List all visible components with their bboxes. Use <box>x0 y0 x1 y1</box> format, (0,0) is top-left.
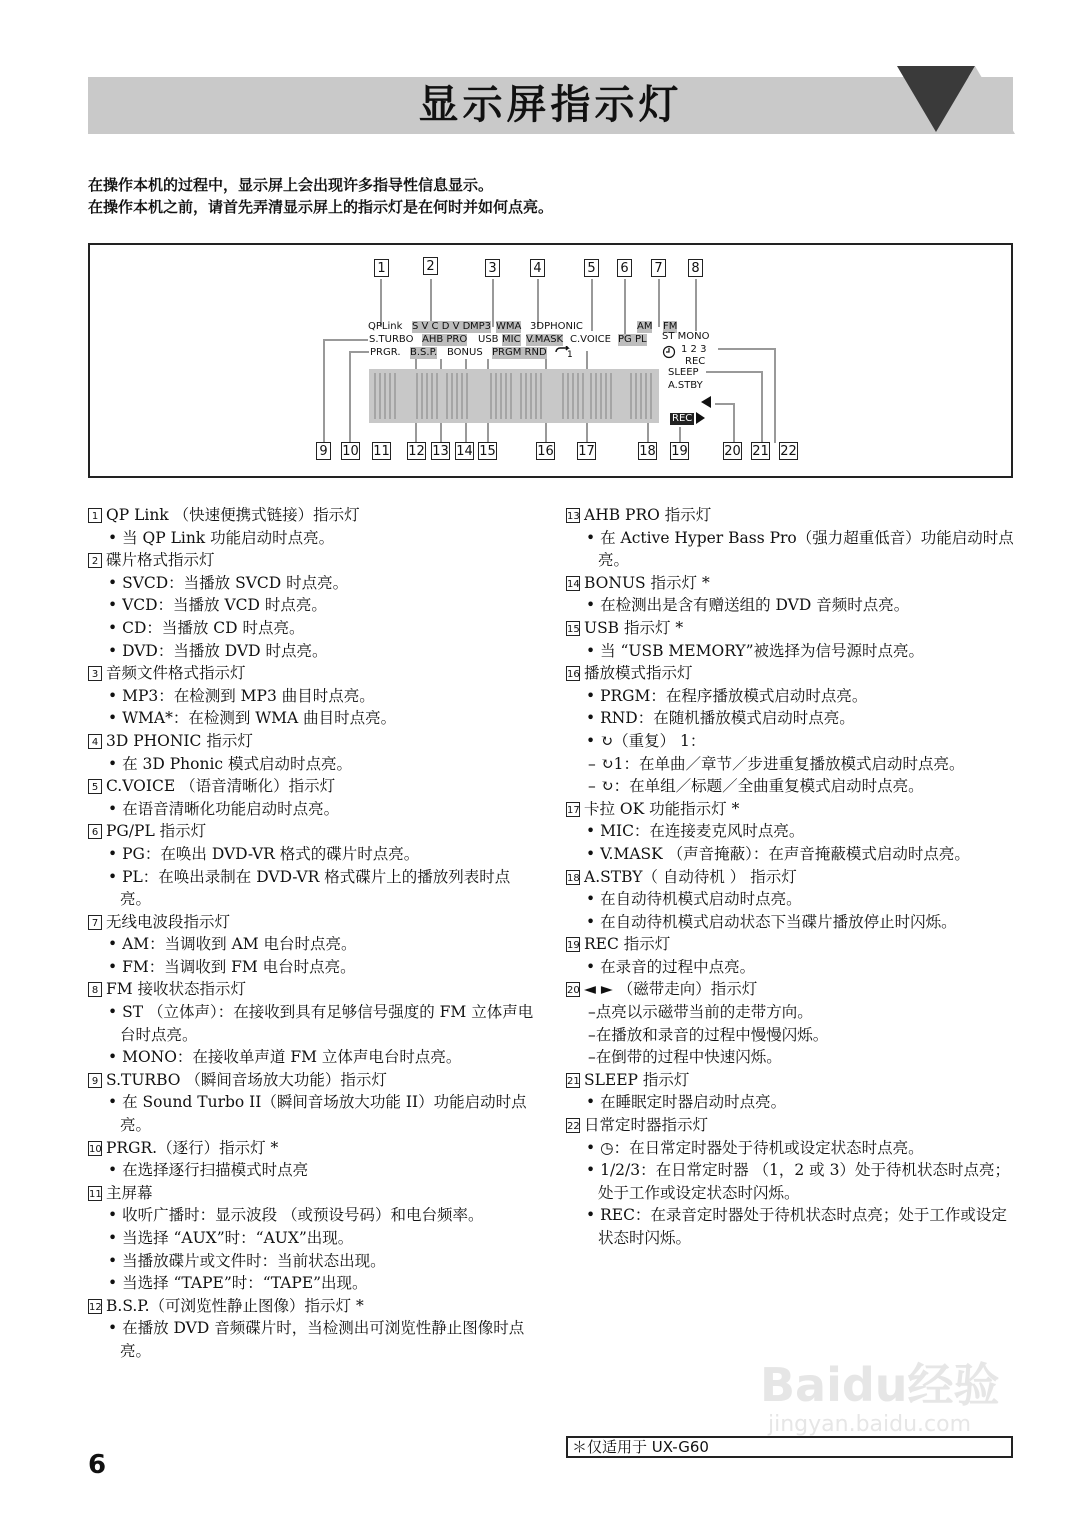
indicator-entry <box>88 730 540 775</box>
callout-7: 7 <box>651 259 666 277</box>
indicator-entry <box>566 1114 1016 1250</box>
entry-bullet: • AM：当调收到 AM 电台时点亮。 <box>88 933 540 956</box>
entry-number: 3 <box>88 666 102 681</box>
entry-number: 16 <box>566 666 580 681</box>
entry-title <box>88 504 540 527</box>
entry-title-text: C.VOICE （语音清晰化）指示灯 <box>106 777 336 796</box>
entry-title <box>566 617 1016 640</box>
indicator-entry <box>566 662 1016 798</box>
entry-bullet: • ST （立体声）：在接收到具有足够信号强度的 FM 立体声电台时点亮。 <box>88 1001 540 1046</box>
entry-bullet: • MONO：在接收单声道 FM 立体声电台时点亮。 <box>88 1046 540 1069</box>
entry-bullet: • 在播放 DVD 音频碟片时，当检测出可浏览性静止图像时点亮。 <box>88 1317 540 1362</box>
indicator-entry <box>566 866 1016 934</box>
entry-number: 5 <box>88 779 102 794</box>
callout-16: 16 <box>537 444 554 459</box>
vmask-indicator: V.MASK <box>526 334 564 345</box>
entry-title <box>88 820 540 843</box>
entry-title-text: USB 指示灯 * <box>584 618 684 637</box>
entry-title <box>88 775 540 798</box>
entry-bullet: • DVD：当播放 DVD 时点亮。 <box>88 640 540 663</box>
indicator-entry <box>566 933 1016 978</box>
indicator-entry <box>88 1182 540 1295</box>
intro-line-2: 在操作本机之前，请首先弄清显示屏上的指示灯是在何时并如何点亮。 <box>88 198 554 216</box>
entry-bullet: • 在自动待机模式启动状态下当碟片播放停止时闪烁。 <box>566 911 1016 934</box>
footnote: ＊仅适用于 UX-G60 <box>566 1436 1013 1458</box>
entry-number: 11 <box>88 1186 102 1201</box>
tape-forward-icon <box>696 412 706 424</box>
bsp-indicator: B.S.P. <box>410 347 438 358</box>
display-diagram <box>88 243 1013 478</box>
entry-number: 20 <box>566 982 580 997</box>
entry-title-text: 3D PHONIC 指示灯 <box>106 731 253 750</box>
callout-8: 8 <box>688 259 703 277</box>
stmono-indicator: ST MONO <box>662 331 710 342</box>
svcd-indicator: S V C D V D <box>412 321 471 332</box>
callout-22: 22 <box>780 444 797 459</box>
entry-title <box>88 1295 540 1318</box>
watermark-url: jingyan.baidu.com <box>768 1412 972 1437</box>
entry-bullet: • ↻（重复） 1： <box>566 730 1016 753</box>
entry-bullet: • VCD：当播放 VCD 时点亮。 <box>88 594 540 617</box>
callout-21: 21 <box>752 444 769 459</box>
indicator-entry <box>566 572 1016 617</box>
entry-subitem: – ↻：在单组／标题／全曲重复模式启动时点亮。 <box>588 777 924 796</box>
sturbo-indicator: S.TURBO <box>369 334 414 345</box>
entry-bullet: • 当选择 “TAPE”时：“TAPE”出现。 <box>88 1272 540 1295</box>
callout-17: 17 <box>578 444 595 459</box>
indicator-entry <box>88 820 540 910</box>
entry-title-text: BONUS 指示灯 * <box>584 573 710 592</box>
entry-title-text: 主屏幕 <box>106 1183 153 1202</box>
entry-title <box>88 1137 540 1160</box>
entry-title-text: PG/PL 指示灯 <box>106 822 207 841</box>
indicator-entry <box>566 978 1016 1068</box>
entry-title <box>566 1069 1016 1092</box>
entry-bullet: • PL：在唤出录制在 DVD-VR 格式碟片上的播放列表时点亮。 <box>88 866 540 911</box>
entry-number: 6 <box>88 824 102 839</box>
entry-title-text: FM 接收状态指示灯 <box>106 980 247 999</box>
entry-title-text: 播放模式指示灯 <box>584 664 693 683</box>
entry-number: 8 <box>88 982 102 997</box>
entry-title-text: PRGR.（逐行）指示灯 * <box>106 1138 279 1157</box>
prgm-rnd-indicator: PRGM RND <box>492 347 547 358</box>
callout-18: 18 <box>639 444 656 459</box>
indicator-entry <box>88 911 540 979</box>
entry-bullet: • 在语音清晰化功能启动时点亮。 <box>88 798 540 821</box>
entry-number: 9 <box>88 1073 102 1088</box>
timer-numbers-indicator: 1 2 3 <box>681 344 707 355</box>
entry-bullet: • 在检测出是含有赠送组的 DVD 音频时点亮。 <box>566 594 1016 617</box>
entry-bullet: • MIC：在连接麦克风时点亮。 <box>566 820 1016 843</box>
callout-13: 13 <box>432 444 449 459</box>
entry-number: 22 <box>566 1118 580 1133</box>
entry-number: 2 <box>88 553 102 568</box>
callout-19: 19 <box>671 444 688 459</box>
entry-bullet: • ◷：在日常定时器处于待机或设定状态时点亮。 <box>566 1137 1016 1160</box>
entry-title <box>88 1182 540 1205</box>
entry-title <box>88 1069 540 1092</box>
indicator-entry <box>88 1137 540 1182</box>
indicator-entry <box>88 662 540 730</box>
indicator-entry <box>566 504 1016 572</box>
page-title: 显示屏指示灯 <box>418 82 683 128</box>
callout-6: 6 <box>617 259 632 277</box>
entry-title-text: SLEEP 指示灯 <box>584 1070 690 1089</box>
entry-title <box>566 662 1016 685</box>
rec-timer-indicator: REC <box>685 356 706 367</box>
callout-10: 10 <box>342 444 359 459</box>
sleep-indicator: SLEEP <box>668 367 699 378</box>
entry-bullet: • 在录音的过程中点亮。 <box>566 956 1016 979</box>
entry-number: 21 <box>566 1073 580 1088</box>
prgr-indicator: PRGR. <box>370 347 401 358</box>
entry-title-text: AHB PRO 指示灯 <box>584 506 712 524</box>
entry-bullet: • 在自动待机模式启动时点亮。 <box>566 888 1016 911</box>
entry-bullet: • MP3：在检测到 MP3 曲目时点亮。 <box>88 685 540 708</box>
callout-14: 14 <box>456 444 473 459</box>
callout-4: 4 <box>530 259 545 277</box>
entry-bullet: • 在 Active Hyper Bass Pro（强力超重低音）功能启动时点亮。 <box>566 527 1016 572</box>
indicator-entry <box>88 978 540 1068</box>
3dphonic-indicator: 3DPHONIC <box>530 321 583 332</box>
left-column <box>88 504 540 1363</box>
entry-title <box>566 933 1016 956</box>
entry-number: 12 <box>88 1299 102 1314</box>
entry-title <box>88 549 540 572</box>
callout-20: 20 <box>724 444 741 459</box>
entry-number: 13 <box>566 508 580 523</box>
usb-indicator: USB <box>478 334 499 345</box>
entry-bullet: • RND：在随机播放模式启动时点亮。 <box>566 707 1016 730</box>
bonus-indicator: BONUS <box>447 347 483 358</box>
wma-indicator: WMA <box>496 321 522 332</box>
repeat-icon <box>554 346 574 358</box>
entry-bullet: • WMA*：在检测到 WMA 曲目时点亮。 <box>88 707 540 730</box>
entry-title-text: QP Link （快速便携式链接）指示灯 <box>106 506 360 524</box>
entry-title <box>88 730 540 753</box>
entry-bullet: • 在选择逐行扫描模式时点亮 <box>88 1159 540 1182</box>
entry-bullet: • 在 3D Phonic 模式启动时点亮。 <box>88 753 540 776</box>
entry-title <box>88 662 540 685</box>
entry-number: 17 <box>566 802 580 817</box>
callout-9: 9 <box>316 442 331 460</box>
entry-number: 14 <box>566 576 580 591</box>
indicator-entry <box>566 1069 1016 1114</box>
entry-bullet: • 1/2/3：在日常定时器 （1，2 或 3）处于待机状态时点亮；处于工作或设定状态时闪烁。 <box>566 1159 1016 1204</box>
right-column <box>566 504 1016 1250</box>
indicator-entry <box>566 798 1016 866</box>
entry-title-text: S.TURBO （瞬间音场放大功能）指示灯 <box>106 1070 387 1089</box>
entry-number: 18 <box>566 870 580 885</box>
indicator-entry <box>566 617 1016 662</box>
entry-bullet: • FM：当调收到 FM 电台时点亮。 <box>88 956 540 979</box>
svg-text:1: 1 <box>567 350 573 358</box>
entry-title <box>566 572 1016 595</box>
entry-bullet: • 在 Sound Turbo II（瞬间音场放大功能 II）功能启动时点亮。 <box>88 1091 540 1136</box>
entry-title <box>566 798 1016 821</box>
intro-line-1: 在操作本机的过程中，显示屏上会出现许多指导性信息显示。 <box>88 176 494 194</box>
callout-3: 3 <box>485 259 500 277</box>
entry-title-text: 无线电波段指示灯 <box>106 912 231 931</box>
pgpl-indicator: PG PL <box>618 334 647 345</box>
entry-title-text: 碟片格式指示灯 <box>106 551 215 570</box>
entry-bullet: • 当播放碟片或文件时：当前状态出现。 <box>88 1250 540 1273</box>
entry-bullet: • V.MASK （声音掩蔽）：在声音掩蔽模式启动时点亮。 <box>566 843 1016 866</box>
entry-title-text: ◄ ► （磁带走向）指示灯 <box>584 980 758 999</box>
callout-12: 12 <box>408 444 425 459</box>
callout-5: 5 <box>584 259 599 277</box>
tape-reverse-icon <box>700 396 712 408</box>
entry-title-text: A.STBY（ 自动待机 ） 指示灯 <box>584 867 797 886</box>
mp3-indicator: MP3 <box>470 321 492 332</box>
entry-title <box>566 866 1016 889</box>
entry-subitem: –在倒带的过程中快速闪烁。 <box>588 1048 782 1067</box>
entry-bullet: • 当 “USB MEMORY”被选择为信号源时点亮。 <box>566 640 1016 663</box>
entry-title-text: 音频文件格式指示灯 <box>106 664 246 683</box>
entry-title-text: B.S.P.（可浏览性静止图像）指示灯 * <box>106 1296 364 1315</box>
entry-number: 19 <box>566 937 580 952</box>
entry-title-text: REC 指示灯 <box>584 935 671 954</box>
main-display <box>369 369 659 423</box>
entry-bullet: • SVCD：当播放 SVCD 时点亮。 <box>88 572 540 595</box>
entry-subitem: –在播放和录音的过程中慢慢闪烁。 <box>588 1025 829 1044</box>
mic-indicator: MIC <box>502 334 521 345</box>
entry-number: 10 <box>88 1141 102 1156</box>
page-number: 6 <box>88 1450 107 1480</box>
entry-title <box>566 504 1016 527</box>
entry-number: 7 <box>88 915 102 930</box>
entry-title <box>566 1114 1016 1137</box>
entry-subitem: –点亮以示磁带当前的走带方向。 <box>588 1003 813 1022</box>
callout-15: 15 <box>479 444 496 459</box>
entry-bullet: • CD：当播放 CD 时点亮。 <box>88 617 540 640</box>
indicator-entry <box>88 504 540 549</box>
entry-bullet: • PG：在唤出 DVD-VR 格式的碟片时点亮。 <box>88 843 540 866</box>
qplink-indicator: QPLink <box>368 321 403 332</box>
entry-number: 15 <box>566 621 580 636</box>
cvoice-indicator: C.VOICE <box>570 334 611 345</box>
callout-1: 1 <box>374 259 389 277</box>
indicator-entry <box>88 1069 540 1137</box>
entry-title <box>88 911 540 934</box>
clock-icon <box>662 345 676 359</box>
entry-bullet: • 当 QP Link 功能启动时点亮。 <box>88 527 540 550</box>
entry-number: 4 <box>88 734 102 749</box>
entry-bullet: • PRGM：在程序播放模式启动时点亮。 <box>566 685 1016 708</box>
entry-bullet: • REC：在录音定时器处于待机状态时点亮；处于工作或设定状态时闪烁。 <box>566 1204 1016 1249</box>
entry-title <box>88 978 540 1001</box>
entry-title <box>566 978 1016 1001</box>
entry-bullet: • 当选择 “AUX”时：“AUX”出现。 <box>88 1227 540 1250</box>
am-indicator: AM <box>637 321 653 332</box>
entry-subitem: – ↻1：在单曲／章节／步进重复播放模式启动时点亮。 <box>588 754 965 773</box>
indicator-entry <box>88 775 540 820</box>
callout-2: 2 <box>423 257 438 275</box>
indicator-entry <box>88 1295 540 1363</box>
entry-title-text: 卡拉 OK 功能指示灯 * <box>584 799 740 818</box>
indicator-entry <box>88 549 540 662</box>
entry-number: 1 <box>88 508 102 523</box>
entry-bullet: • 收听广播时：显示波段 （或预设号码）和电台频率。 <box>88 1204 540 1227</box>
entry-title-text: 日常定时器指示灯 <box>584 1116 709 1135</box>
fm-indicator: FM <box>663 321 678 332</box>
rec-indicator: REC <box>672 413 693 424</box>
entry-bullet: • 在睡眠定时器启动时点亮。 <box>566 1091 1016 1114</box>
watermark-logo: Baidu经验 <box>760 1358 1000 1412</box>
callout-11: 11 <box>373 444 390 459</box>
ahb-pro-indicator: AHB PRO <box>422 334 468 345</box>
astby-indicator: A.STBY <box>668 380 703 391</box>
